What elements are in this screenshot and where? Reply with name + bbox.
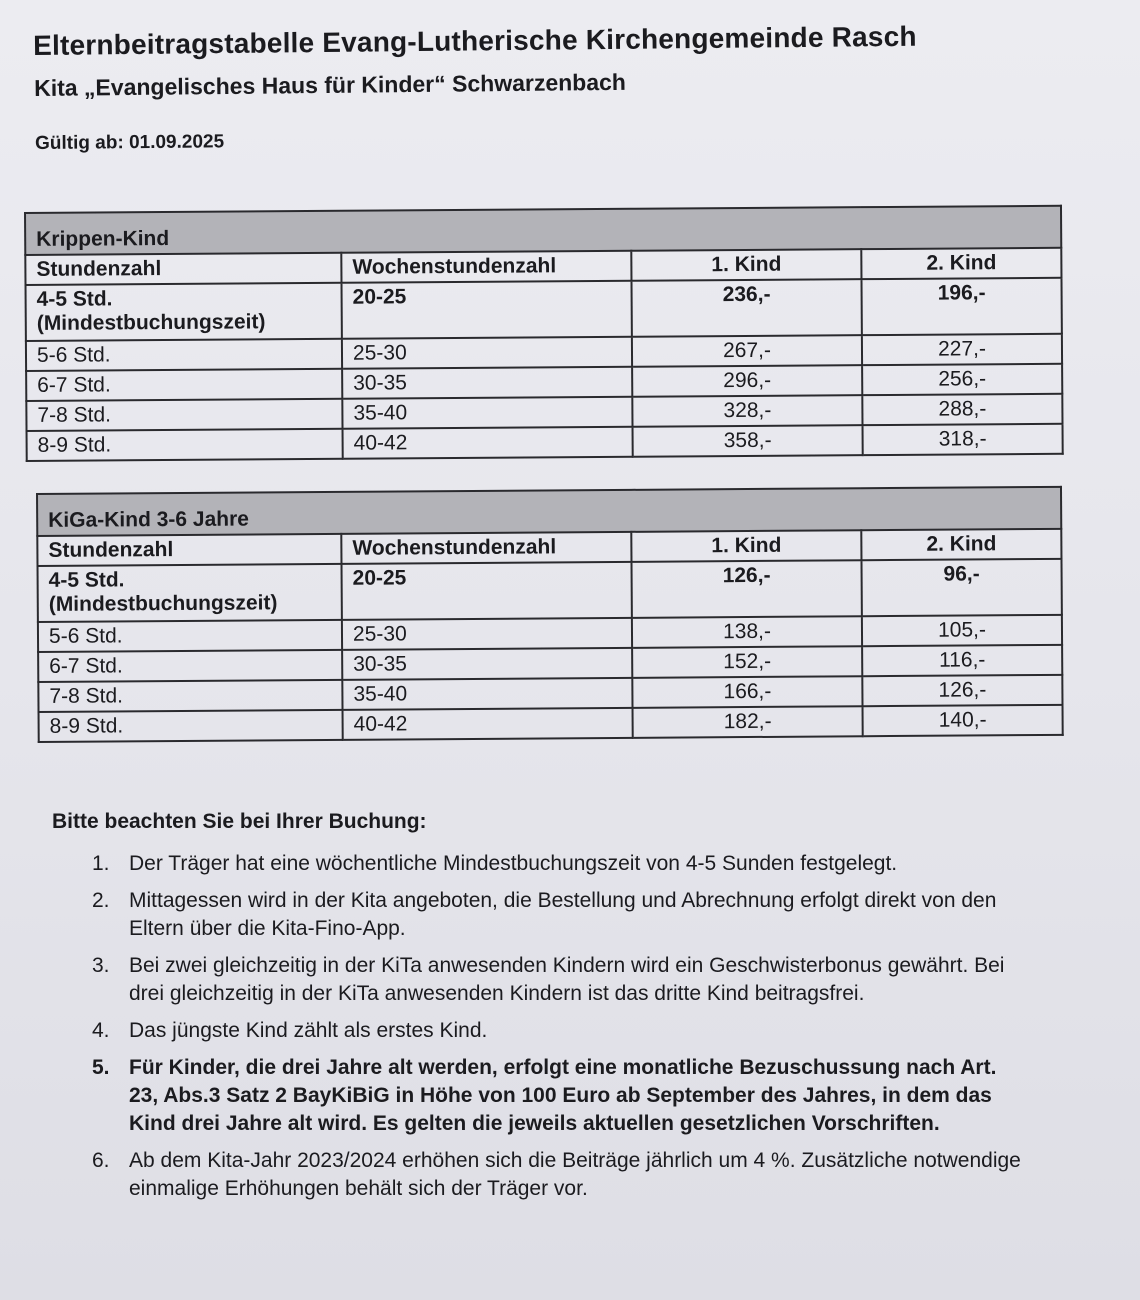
item-text: Bei zwei gleichzeitig in der KiTa anwesenden Kindern wird ein Geschwisterbonus gewährt. Bei drei gleichzeitig in der KiTa anwesenden Kindern ist das dritte Kind beitragsfrei. [129,954,1005,1005]
item-number: 1. [92,852,110,875]
list-item [92,1147,1022,1203]
hours-cell: 8-9 Std. [27,429,343,461]
item-number: 5. [92,1056,110,1079]
item-number: 6. [92,1149,110,1172]
list-item [92,1017,1022,1045]
first-child-fee: 138,- [632,616,862,648]
weekly-hours-cell: 40-42 [343,708,633,740]
weekly-hours-cell: 30-35 [342,367,632,399]
first-child-fee: 296,- [632,365,862,397]
first-child-fee: 328,- [632,395,862,427]
first-child-fee: 358,- [633,425,863,457]
item-number: 2. [92,889,110,912]
list-item [92,1054,1022,1138]
hours-cell: 7-8 Std. [38,680,342,712]
page-title: Elternbeitragstabelle Evang-Lutherische Kirchengemeinde Rasch [33,20,917,61]
table-row [39,705,1063,742]
weekly-hours-cell: 35-40 [342,397,632,429]
hours-cell: 6-7 Std. [38,650,342,682]
item-text: Der Träger hat eine wöchentliche Mindestbuchungszeit von 4-5 Sunden festgelegt. [129,852,898,875]
second-child-fee: 196,- [861,278,1061,335]
table-category: KiGa-Kind 3-6 Jahre [37,487,1061,536]
second-child-fee: 140,- [863,705,1063,736]
second-child-fee: 116,- [862,645,1062,676]
weekly-hours-cell: 30-35 [342,648,632,680]
hours-cell: 8-9 Std. [39,710,343,742]
hours-cell [26,283,342,341]
item-text: Das jüngste Kind zählt als erstes Kind. [129,1019,488,1042]
first-child-fee: 126,- [631,560,861,618]
column-header: Wochenstundenzahl [341,251,631,283]
list-item [92,887,1022,943]
table-row [38,559,1062,622]
weekly-hours-cell: 20-25 [342,281,632,339]
second-child-fee: 256,- [862,364,1062,395]
column-header: 1. Kind [631,249,861,281]
table-category: Krippen-Kind [25,206,1061,255]
first-child-fee: 166,- [632,676,862,708]
column-header: 1. Kind [631,530,861,562]
hours-cell [38,564,342,622]
fee-table-kiga [36,486,1064,743]
hours-label: 4-5 Std. [36,287,113,311]
first-child-fee: 267,- [632,335,862,367]
item-text: Ab dem Kita-Jahr 2023/2024 erhöhen sich die Beiträge jährlich um 4 %. Zusätzliche notwendige einmalige Erhöhungen behält sich der Träger vor. [129,1149,1021,1200]
column-header: Stundenzahl [37,534,341,566]
hours-cell: 5-6 Std. [26,339,342,371]
hours-cell: 6-7 Std. [26,369,342,401]
notes-heading: Bitte beachten Sie bei Ihrer Buchung: [52,810,427,833]
list-item [92,952,1022,1008]
first-child-fee: 152,- [632,646,862,678]
first-child-fee: 182,- [633,706,863,738]
valid-from-date: Gültig ab: 01.09.2025 [35,131,225,154]
column-header: 2. Kind [861,248,1061,279]
second-child-fee: 105,- [862,615,1062,646]
first-child-fee: 236,- [631,279,861,337]
min-booking-note: (Mindestbuchungszeit) [36,310,266,335]
second-child-fee: 96,- [861,559,1061,616]
column-header: Wochenstundenzahl [341,532,631,564]
hours-cell: 5-6 Std. [38,620,342,652]
item-number: 3. [92,954,110,977]
notes-list [92,850,1022,1212]
weekly-hours-cell: 20-25 [342,562,632,620]
column-header: 2. Kind [861,529,1061,560]
second-child-fee: 318,- [863,424,1063,455]
table-row [27,424,1063,461]
min-booking-note: (Mindestbuchungszeit) [48,591,278,616]
weekly-hours-cell: 25-30 [342,337,632,369]
table-row [26,278,1062,341]
weekly-hours-cell: 25-30 [342,618,632,650]
hours-label: 4-5 Std. [48,568,125,592]
page-subtitle: Kita „Evangelisches Haus für Kinder“ Schwarzenbach [34,68,627,101]
fee-table-krippe [24,205,1064,462]
item-text: Für Kinder, die drei Jahre alt werden, erfolgt eine monatliche Bezuschussung nach Art. 23, Abs.3 Satz 2 BayKiBiG in Höhe von 100 Euro ab September des Jahres, in dem das Kind drei Jahre alt wird. Es gelten die jeweils aktuellen gesetzlichen Vorschriften. [129,1056,997,1135]
item-number: 4. [92,1019,110,1042]
column-header: Stundenzahl [25,253,341,285]
second-child-fee: 227,- [862,334,1062,365]
weekly-hours-cell: 40-42 [343,427,633,459]
second-child-fee: 126,- [862,675,1062,706]
list-item [92,850,1022,878]
item-text: Mittagessen wird in der Kita angeboten, die Bestellung und Abrechnung erfolgt direkt von den Eltern über die Kita-Fino-App. [129,889,997,940]
hours-cell: 7-8 Std. [26,399,342,431]
weekly-hours-cell: 35-40 [342,678,632,710]
second-child-fee: 288,- [862,394,1062,425]
